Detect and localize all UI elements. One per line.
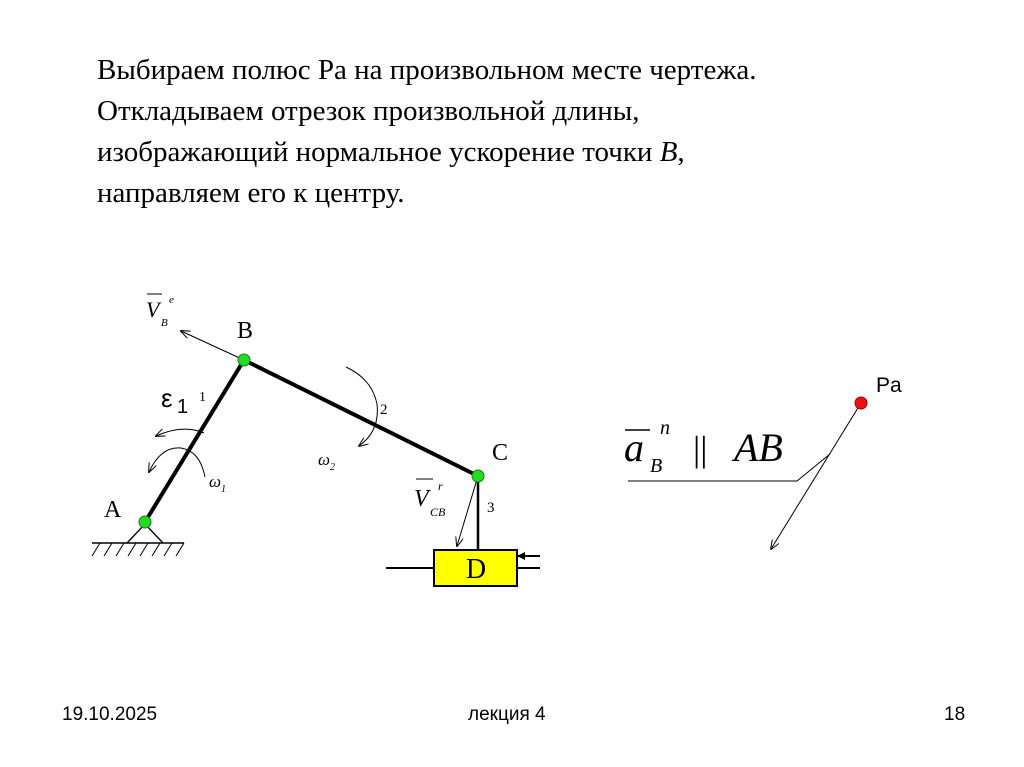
vcbr-arrow <box>457 476 478 546</box>
label-link-2: 2 <box>380 402 388 418</box>
text-line-4: направляем его к центру. <box>97 177 405 209</box>
vbe-sup: e <box>169 294 174 306</box>
vcbr-sub: CB <box>430 505 446 519</box>
label-epsilon-sub: 1 <box>177 396 189 418</box>
vbe-base: V <box>146 297 160 322</box>
vbe-arrow <box>181 331 244 360</box>
accel-parallel: || <box>693 429 708 469</box>
link-ab <box>145 360 244 522</box>
omega2-arc <box>346 367 377 446</box>
text-comma: , <box>677 136 685 168</box>
joint-c <box>472 470 484 482</box>
label-b: B <box>237 318 254 344</box>
label-pole-pa: Pa <box>876 374 902 397</box>
label-a: A <box>104 497 122 523</box>
slider-d-label: D <box>465 554 487 585</box>
footer-lecture: лекция 4 <box>468 704 546 725</box>
label-link-1: 1 <box>199 390 206 405</box>
label-link-3: 3 <box>487 500 495 516</box>
accel-a-sub: B <box>650 455 663 477</box>
vcbr-sup: r <box>438 479 443 493</box>
accel-a-sup: n <box>660 417 670 439</box>
link-bc <box>244 360 478 476</box>
footer-page-number: 18 <box>944 704 966 725</box>
label-c: C <box>492 440 509 466</box>
vcbr-base: V <box>414 486 429 512</box>
accel-vector-an <box>771 403 861 549</box>
vbe-sub: B <box>161 317 168 329</box>
text-point-b: B <box>659 136 678 168</box>
ground-support <box>92 524 184 556</box>
accel-label <box>624 417 783 477</box>
text-line-2: Откладываем отрезок произвольной длины, <box>97 95 640 127</box>
vbe-label <box>146 294 174 329</box>
label-omega1-sub: 1 <box>221 484 226 495</box>
label-epsilon: ε <box>161 383 173 413</box>
label-omega2-sub: 2 <box>330 462 335 473</box>
joint-a <box>139 516 151 528</box>
text-line-1: Выбираем полюс Ра на произвольном месте чертежа. <box>97 54 757 86</box>
pole-pa <box>855 397 867 409</box>
label-omega1: ω <box>209 472 222 491</box>
slider-force-arrowhead <box>517 552 525 560</box>
joint-b <box>238 354 250 366</box>
label-omega2: ω <box>318 450 331 469</box>
accel-a-base: a <box>624 425 644 470</box>
accel-ab: AB <box>734 425 783 470</box>
footer-date: 19.10.2025 <box>62 704 158 725</box>
text-line-3-main: изображающий нормальное ускорение точки <box>97 136 660 168</box>
vcbr-label <box>414 479 446 519</box>
